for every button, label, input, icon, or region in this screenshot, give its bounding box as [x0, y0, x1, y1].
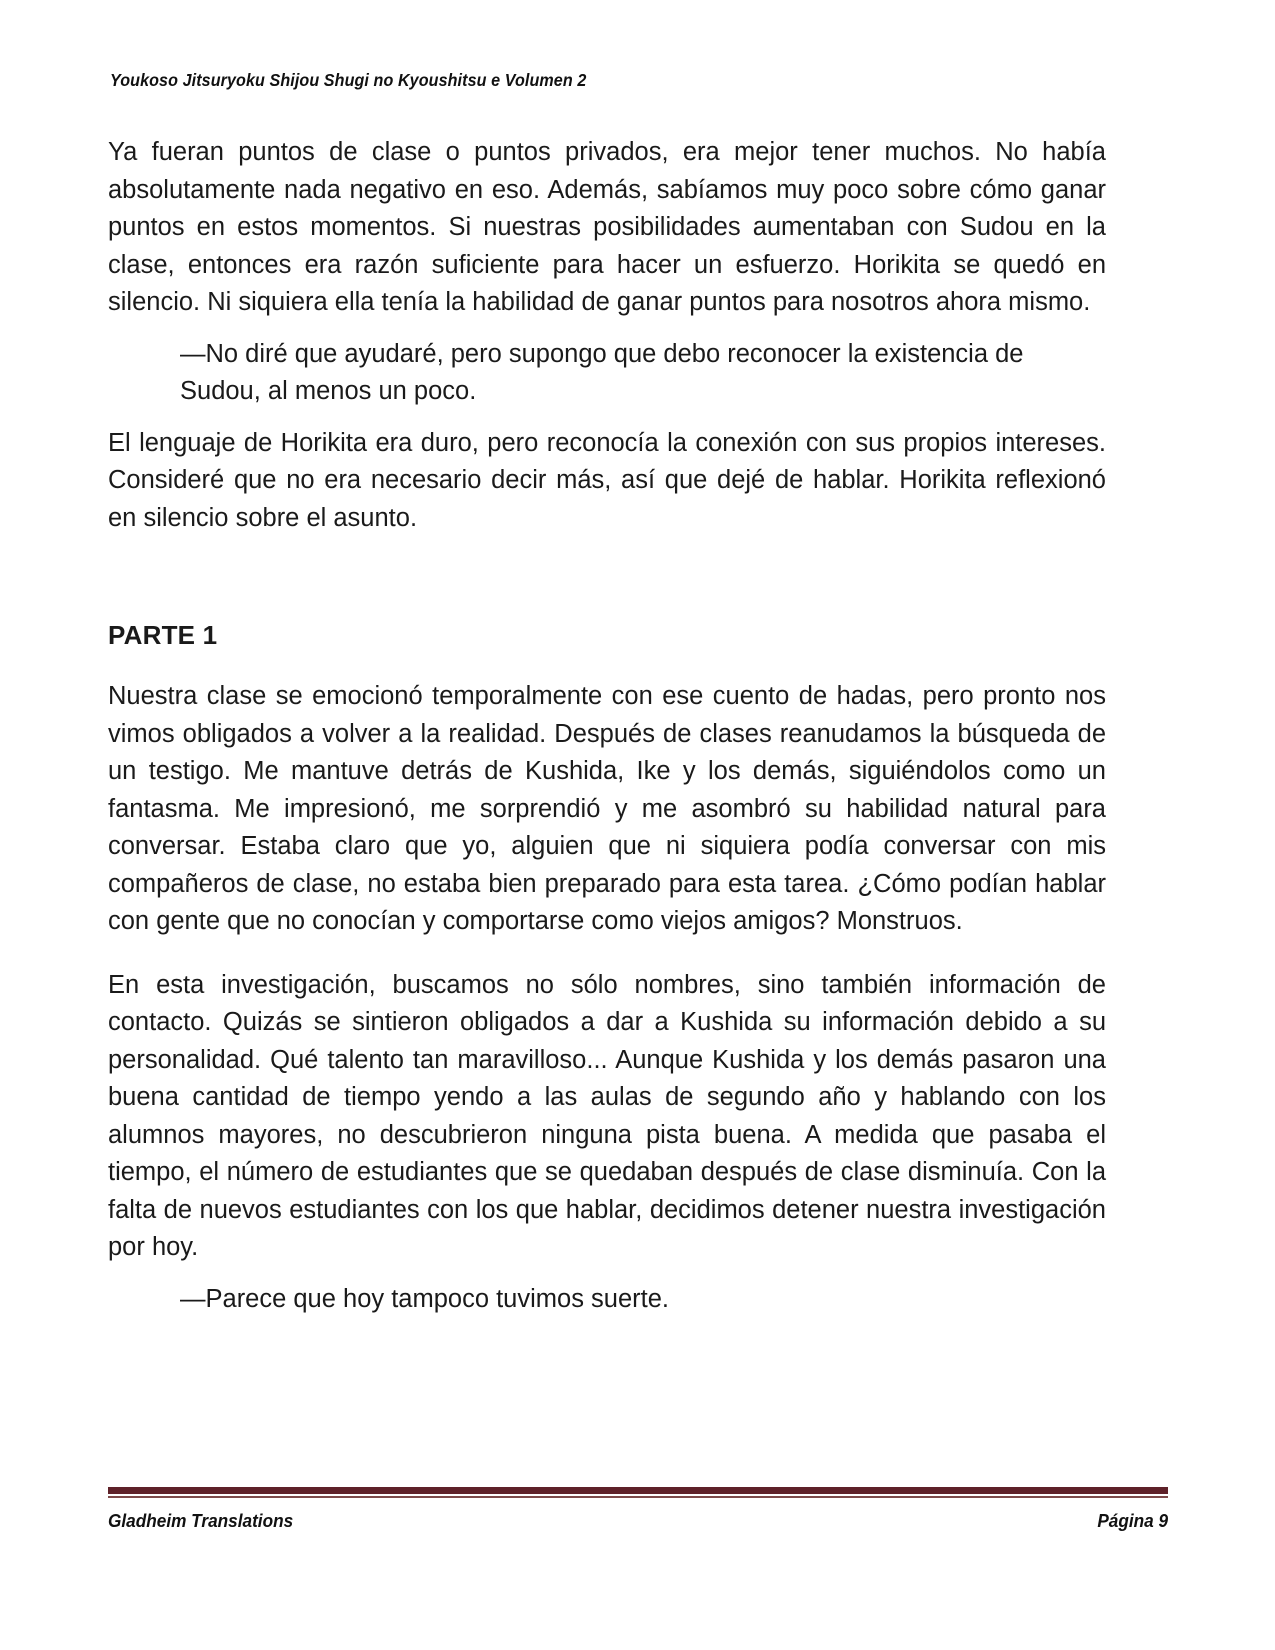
paragraph-gap	[108, 949, 1106, 967]
footer-row	[108, 1510, 1168, 1532]
running-header	[110, 70, 1105, 91]
footer-translator-credit: Gladheim Translations	[108, 1510, 294, 1531]
paragraph-4: En esta investigación, buscamos no sólo nombres, sino también información de contacto. Quizás se sintieron obligados a dar a Kushida su información debido a su personalidad. Qué talento tan maravilloso... Aunque Kushida y los demás pasaron una buena cantidad de tiempo yendo a las aulas de segundo año y hablando con los alumnos mayores, no descubrieron ninguna pista buena. A medida que pasaba el tiempo, el número de estudiantes que se quedaban después de clase disminuía. Con la falta de nuevos estudiantes con los que hablar, decidimos detener nuestra investigación por hoy.	[108, 970, 1106, 1261]
section-heading-parte-1: PARTE 1	[108, 620, 218, 650]
footer-rule-thin	[108, 1496, 1168, 1498]
paragraph-1: Ya fueran puntos de clase o puntos privados, era mejor tener muchos. No había absolutamente nada negativo en eso. Además, sabíamos muy poco sobre cómo ganar puntos en estos momentos. Si nuestras posibilidades aumentaban con Sudou en la clase, entonces era razón suficiente para hacer un esfuerzo. Horikita se quedó en silencio. Ni siquiera ella tenía la habilidad de ganar puntos para nosotros ahora mismo.	[108, 138, 1106, 316]
footer-rule-thick	[108, 1487, 1168, 1494]
dialogue-line-2: —Parece que hoy tampoco tuvimos suerte.	[180, 1284, 669, 1313]
footer-page-number: Página 9	[1097, 1510, 1168, 1531]
heading-bottom-spacer	[108, 651, 1106, 678]
header-book-title: Youkoso Jitsuryoku Shijou Shugi no Kyoushitsu e Volumen 2	[110, 70, 587, 90]
body-text-column	[108, 134, 1106, 1332]
running-footer	[108, 1487, 1168, 1532]
heading-top-spacer	[108, 545, 1106, 619]
dialogue-line-1: —No diré que ayudaré, pero supongo que debo reconocer la existencia de Sudou, al menos un poco.	[180, 339, 1024, 405]
paragraph-2: El lenguaje de Horikita era duro, pero reconocía la conexión con sus propios intereses. Consideré que no era necesario decir más, así que dejé de hablar. Horikita reflexionó en silencio sobre el asunto.	[108, 428, 1106, 532]
paragraph-3: Nuestra clase se emocionó temporalmente con ese cuento de hadas, pero pronto nos vimos obligados a volver a la realidad. Después de clases reanudamos la búsqueda de un testigo. Me mantuve detrás de Kushida, Ike y los demás, siguiéndolos como un fantasma. Me impresionó, me sorprendió y me asombró su habilidad natural para conversar. Estaba claro que yo, alguien que ni siquiera podía conversar con mis compañeros de clase, no estaba bien preparado para esta tarea. ¿Cómo podían hablar con gente que no conocían y comportarse como viejos amigos? Monstruos.	[108, 682, 1106, 935]
